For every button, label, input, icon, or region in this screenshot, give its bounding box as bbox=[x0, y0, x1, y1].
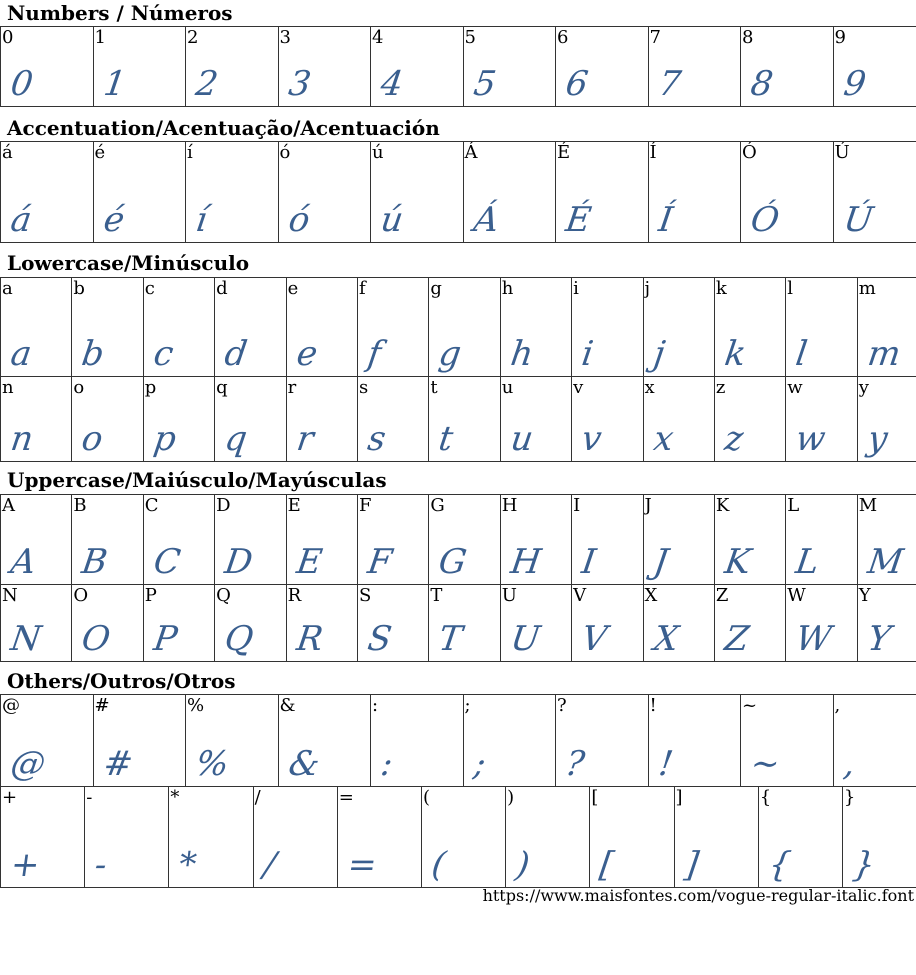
glyph-label: / bbox=[254, 787, 261, 808]
glyph-label: Q bbox=[216, 585, 231, 606]
glyph-label: @ bbox=[2, 695, 20, 716]
glyph-cell bbox=[186, 142, 279, 243]
glyph-label: i bbox=[573, 278, 579, 299]
glyph-sample: T bbox=[436, 619, 464, 659]
glyph-label: m bbox=[858, 278, 876, 299]
glyph-cell bbox=[278, 27, 371, 107]
glyph-sample: + bbox=[8, 845, 42, 885]
glyph-sample: ? bbox=[563, 744, 587, 784]
glyph-cell bbox=[186, 27, 279, 107]
glyph-cell bbox=[286, 495, 357, 585]
glyph-sample: I bbox=[579, 542, 598, 582]
glyph-cell bbox=[463, 695, 556, 787]
glyph-cell bbox=[556, 695, 649, 787]
glyph-label: d bbox=[216, 278, 228, 299]
glyph-sample: ú bbox=[378, 200, 405, 240]
glyph-label: r bbox=[287, 377, 297, 398]
glyph-sample: j bbox=[650, 334, 666, 374]
glyph-sample: Z bbox=[722, 619, 751, 659]
glyph-sample: E bbox=[293, 542, 324, 582]
glyph-label: 3 bbox=[279, 27, 291, 48]
glyph-cell bbox=[857, 585, 916, 662]
uppercase-grid bbox=[0, 494, 916, 662]
glyph-sample: O bbox=[79, 619, 113, 659]
glyph-label: 4 bbox=[372, 27, 384, 48]
glyph-sample: z bbox=[722, 419, 745, 459]
glyph-label: k bbox=[715, 278, 727, 299]
glyph-cell bbox=[857, 495, 916, 585]
glyph-cell bbox=[1, 142, 94, 243]
glyph-cell bbox=[648, 695, 741, 787]
glyph-sample: Q bbox=[222, 619, 255, 659]
glyph-label: I bbox=[573, 495, 581, 516]
glyph-cell bbox=[429, 278, 500, 377]
section-title-accents: Accentuation/Acentuação/Acentuación bbox=[7, 116, 440, 140]
glyph-label: í bbox=[187, 142, 193, 163]
glyph-sample: G bbox=[436, 542, 469, 582]
glyph-label: J bbox=[644, 495, 652, 516]
glyph-label: é bbox=[94, 142, 106, 163]
glyph-label: x bbox=[644, 377, 655, 398]
glyph-cell bbox=[572, 377, 643, 462]
glyph-sample: p bbox=[150, 419, 178, 459]
glyph-sample: & bbox=[285, 744, 321, 784]
glyph-sample: l bbox=[793, 334, 809, 374]
glyph-sample: ! bbox=[655, 744, 674, 784]
accents-grid bbox=[0, 141, 916, 243]
glyph-sample: í bbox=[193, 200, 209, 240]
glyph-cell bbox=[857, 278, 916, 377]
glyph-sample: Ó bbox=[748, 200, 781, 240]
glyph-label: 8 bbox=[742, 27, 754, 48]
glyph-label: : bbox=[372, 695, 379, 716]
glyph-label: T bbox=[430, 585, 443, 606]
glyph-sample: J bbox=[650, 542, 669, 582]
glyph-sample: s bbox=[365, 419, 388, 459]
glyph-label: % bbox=[187, 695, 205, 716]
glyph-cell bbox=[741, 695, 834, 787]
glyph-label: C bbox=[144, 495, 159, 516]
glyph-label: g bbox=[430, 278, 442, 299]
glyph-sample: 1 bbox=[100, 64, 127, 104]
glyph-cell bbox=[833, 695, 916, 787]
glyph-sample: 8 bbox=[748, 64, 775, 104]
glyph-sample: y bbox=[864, 419, 889, 459]
glyph-sample: w bbox=[793, 419, 828, 459]
others-grid-1 bbox=[0, 694, 916, 787]
glyph-cell bbox=[278, 695, 371, 787]
glyph-sample: 4 bbox=[378, 64, 405, 104]
glyph-label: X bbox=[644, 585, 658, 606]
glyph-cell bbox=[143, 377, 214, 462]
glyph-label: Y bbox=[858, 585, 871, 606]
glyph-cell bbox=[648, 142, 741, 243]
glyph-label: K bbox=[715, 495, 730, 516]
glyph-cell bbox=[143, 495, 214, 585]
glyph-label: ~ bbox=[742, 695, 758, 716]
glyph-sample: M bbox=[864, 542, 905, 582]
glyph-label: F bbox=[358, 495, 372, 516]
glyph-label: } bbox=[843, 787, 856, 808]
glyph-sample: } bbox=[850, 845, 877, 885]
glyph-cell bbox=[1, 27, 94, 107]
section-title-numbers: Numbers / Números bbox=[7, 1, 233, 25]
glyph-sample: 7 bbox=[655, 64, 682, 104]
glyph-cell bbox=[371, 695, 464, 787]
glyph-cell bbox=[786, 495, 857, 585]
glyph-cell bbox=[500, 585, 571, 662]
glyph-sample: h bbox=[507, 334, 535, 374]
glyph-row bbox=[1, 377, 916, 462]
glyph-label: a bbox=[2, 278, 13, 299]
glyph-sample: f bbox=[365, 334, 383, 374]
glyph-row bbox=[1, 142, 916, 243]
glyph-label: U bbox=[501, 585, 517, 606]
glyph-cell bbox=[506, 787, 590, 888]
glyph-label: W bbox=[787, 585, 806, 606]
glyph-label: e bbox=[287, 278, 299, 299]
glyph-label: á bbox=[2, 142, 13, 163]
glyph-cell bbox=[741, 27, 834, 107]
glyph-cell bbox=[572, 495, 643, 585]
glyph-cell bbox=[143, 585, 214, 662]
glyph-label: Á bbox=[464, 142, 478, 163]
glyph-label: É bbox=[557, 142, 571, 163]
glyph-label: h bbox=[501, 278, 514, 299]
glyph-sample: o bbox=[79, 419, 105, 459]
glyph-sample: # bbox=[100, 744, 134, 784]
glyph-label: s bbox=[358, 377, 369, 398]
glyph-sample: = bbox=[344, 845, 379, 885]
glyph-cell bbox=[169, 787, 253, 888]
glyph-sample: D bbox=[222, 542, 255, 582]
glyph-sample: á bbox=[8, 200, 34, 240]
glyph-sample: @ bbox=[8, 744, 47, 784]
glyph-label: b bbox=[73, 278, 85, 299]
glyph-sample: ; bbox=[470, 744, 487, 784]
glyph-cell bbox=[1, 495, 72, 585]
glyph-label: t bbox=[430, 377, 438, 398]
glyph-cell bbox=[741, 142, 834, 243]
glyph-label: ? bbox=[557, 695, 567, 716]
glyph-cell bbox=[1, 585, 72, 662]
glyph-cell bbox=[786, 278, 857, 377]
glyph-cell bbox=[500, 495, 571, 585]
glyph-cell bbox=[714, 585, 785, 662]
glyph-cell bbox=[357, 278, 428, 377]
glyph-cell bbox=[357, 495, 428, 585]
glyph-cell bbox=[463, 27, 556, 107]
glyph-label: 9 bbox=[834, 27, 846, 48]
glyph-cell bbox=[215, 377, 286, 462]
glyph-label: l bbox=[787, 278, 794, 299]
glyph-sample: 2 bbox=[193, 64, 220, 104]
glyph-sample: L bbox=[793, 542, 821, 582]
glyph-label: L bbox=[787, 495, 800, 516]
glyph-cell bbox=[786, 377, 857, 462]
glyph-label: o bbox=[73, 377, 85, 398]
glyph-cell bbox=[714, 495, 785, 585]
glyph-label: V bbox=[573, 585, 587, 606]
glyph-sample: F bbox=[365, 542, 394, 582]
glyph-label: w bbox=[787, 377, 803, 398]
glyph-sample: K bbox=[722, 542, 753, 582]
glyph-cell bbox=[286, 377, 357, 462]
glyph-cell bbox=[93, 142, 186, 243]
glyph-cell bbox=[286, 278, 357, 377]
glyph-sample: e bbox=[293, 334, 319, 374]
glyph-cell bbox=[421, 787, 505, 888]
glyph-cell bbox=[643, 495, 714, 585]
glyph-cell bbox=[72, 377, 143, 462]
glyph-cell bbox=[842, 787, 916, 888]
glyph-sample: Y bbox=[864, 619, 892, 659]
glyph-cell bbox=[643, 278, 714, 377]
glyph-sample: ] bbox=[681, 845, 700, 885]
glyph-sample: m bbox=[864, 334, 902, 374]
glyph-label: ó bbox=[279, 142, 291, 163]
glyph-label: A bbox=[2, 495, 15, 516]
glyph-label: 7 bbox=[649, 27, 661, 48]
glyph-label: G bbox=[430, 495, 445, 516]
glyph-label: Ú bbox=[834, 142, 850, 163]
glyph-sample: É bbox=[563, 200, 593, 240]
glyph-sample: H bbox=[507, 542, 543, 582]
glyph-sample: 0 bbox=[8, 64, 35, 104]
others-grid-2 bbox=[0, 786, 916, 888]
glyph-sample: Ú bbox=[840, 200, 874, 240]
glyph-cell bbox=[215, 585, 286, 662]
glyph-cell bbox=[93, 27, 186, 107]
glyph-row bbox=[1, 585, 916, 662]
glyph-cell bbox=[72, 278, 143, 377]
glyph-cell bbox=[357, 585, 428, 662]
glyph-row bbox=[1, 27, 916, 107]
glyph-label: 6 bbox=[557, 27, 569, 48]
lowercase-grid bbox=[0, 277, 916, 462]
glyph-sample: U bbox=[507, 619, 542, 659]
glyph-label: f bbox=[358, 278, 366, 299]
glyph-label: 1 bbox=[94, 27, 106, 48]
glyph-cell bbox=[556, 142, 649, 243]
section-title-others: Others/Outros/Otros bbox=[7, 669, 236, 693]
glyph-sample: q bbox=[222, 419, 249, 459]
glyph-label: 2 bbox=[187, 27, 199, 48]
glyph-sample: , bbox=[840, 744, 857, 784]
glyph-label: j bbox=[644, 278, 651, 299]
glyph-sample: X bbox=[650, 619, 680, 659]
glyph-label: v bbox=[573, 377, 584, 398]
glyph-sample: % bbox=[193, 744, 231, 784]
glyph-label: & bbox=[279, 695, 296, 716]
glyph-sample: t bbox=[436, 419, 455, 459]
glyph-label: P bbox=[144, 585, 157, 606]
glyph-sample: v bbox=[579, 419, 604, 459]
glyph-label: 0 bbox=[2, 27, 14, 48]
glyph-sample: d bbox=[222, 334, 249, 374]
glyph-sample: C bbox=[150, 542, 182, 582]
glyph-sample: Í bbox=[655, 200, 674, 240]
glyph-sample: a bbox=[8, 334, 34, 374]
glyph-cell bbox=[500, 377, 571, 462]
glyph-sample: / bbox=[260, 845, 277, 885]
glyph-sample: - bbox=[92, 845, 109, 885]
section-title-lowercase: Lowercase/Minúsculo bbox=[7, 251, 250, 275]
glyph-sample: b bbox=[79, 334, 106, 374]
glyph-cell bbox=[643, 377, 714, 462]
glyph-cell bbox=[429, 377, 500, 462]
glyph-sample: S bbox=[365, 619, 394, 659]
glyph-cell bbox=[643, 585, 714, 662]
glyph-cell bbox=[500, 278, 571, 377]
glyph-label: [ bbox=[591, 787, 599, 808]
glyph-label: c bbox=[144, 278, 155, 299]
glyph-sample: P bbox=[150, 619, 179, 659]
numbers-grid bbox=[0, 26, 916, 107]
glyph-cell bbox=[556, 27, 649, 107]
glyph-cell bbox=[357, 377, 428, 462]
glyph-cell bbox=[85, 787, 169, 888]
glyph-sample: k bbox=[722, 334, 748, 374]
glyph-cell bbox=[286, 585, 357, 662]
glyph-sample: B bbox=[79, 542, 110, 582]
glyph-label: Ó bbox=[742, 142, 757, 163]
glyph-sample: x bbox=[650, 419, 675, 459]
glyph-label: { bbox=[759, 787, 772, 808]
glyph-sample: : bbox=[378, 744, 395, 784]
glyph-sample: 3 bbox=[285, 64, 312, 104]
glyph-sample: W bbox=[793, 619, 834, 659]
glyph-sample: n bbox=[8, 419, 35, 459]
glyph-sample: c bbox=[150, 334, 175, 374]
glyph-cell bbox=[463, 142, 556, 243]
glyph-cell bbox=[429, 585, 500, 662]
glyph-sample: ( bbox=[429, 845, 448, 885]
glyph-sample: 9 bbox=[840, 64, 867, 104]
glyph-label: ; bbox=[464, 695, 471, 716]
glyph-sample: é bbox=[100, 200, 126, 240]
glyph-row bbox=[1, 278, 916, 377]
glyph-label: H bbox=[501, 495, 518, 516]
glyph-cell bbox=[337, 787, 421, 888]
glyph-cell bbox=[1, 695, 94, 787]
glyph-sample: g bbox=[436, 334, 463, 374]
glyph-label: D bbox=[216, 495, 231, 516]
glyph-sample: i bbox=[579, 334, 595, 374]
glyph-cell bbox=[786, 585, 857, 662]
glyph-cell bbox=[833, 142, 916, 243]
glyph-cell bbox=[590, 787, 674, 888]
glyph-label: ú bbox=[372, 142, 384, 163]
glyph-row bbox=[1, 787, 916, 888]
glyph-label: y bbox=[858, 377, 869, 398]
glyph-label: = bbox=[338, 787, 354, 808]
glyph-cell bbox=[857, 377, 916, 462]
glyph-cell bbox=[215, 278, 286, 377]
glyph-label: M bbox=[858, 495, 878, 516]
glyph-cell bbox=[72, 585, 143, 662]
glyph-cell bbox=[1, 787, 85, 888]
glyph-label: n bbox=[2, 377, 14, 398]
glyph-cell bbox=[1, 377, 72, 462]
glyph-sample: 5 bbox=[470, 64, 497, 104]
glyph-sample: 6 bbox=[563, 64, 590, 104]
glyph-label: - bbox=[86, 787, 93, 808]
glyph-cell bbox=[674, 787, 758, 888]
glyph-label: + bbox=[2, 787, 18, 808]
glyph-cell bbox=[215, 495, 286, 585]
glyph-cell bbox=[72, 495, 143, 585]
glyph-label: R bbox=[287, 585, 302, 606]
glyph-label: ( bbox=[422, 787, 430, 808]
glyph-label: Z bbox=[715, 585, 729, 606]
glyph-cell bbox=[371, 142, 464, 243]
glyph-label: , bbox=[834, 695, 841, 716]
glyph-cell bbox=[714, 377, 785, 462]
glyph-label: S bbox=[358, 585, 372, 606]
glyph-label: q bbox=[216, 377, 228, 398]
glyph-row bbox=[1, 495, 916, 585]
glyph-cell bbox=[253, 787, 337, 888]
glyph-label: N bbox=[2, 585, 18, 606]
glyph-cell bbox=[371, 27, 464, 107]
source-url[interactable]: https://www.maisfontes.com/vogue-regular-italic.font bbox=[482, 886, 914, 905]
glyph-label: ! bbox=[649, 695, 657, 716]
glyph-sample: r bbox=[293, 419, 315, 459]
glyph-sample: ~ bbox=[748, 744, 782, 784]
glyph-label: u bbox=[501, 377, 514, 398]
glyph-cell bbox=[572, 278, 643, 377]
glyph-label: p bbox=[144, 377, 157, 398]
glyph-label: ) bbox=[507, 787, 515, 808]
glyph-sample: * bbox=[176, 845, 199, 885]
glyph-label: * bbox=[170, 787, 180, 808]
glyph-cell bbox=[93, 695, 186, 787]
glyph-label: 5 bbox=[464, 27, 476, 48]
glyph-cell bbox=[143, 278, 214, 377]
glyph-label: E bbox=[287, 495, 301, 516]
glyph-sample: R bbox=[293, 619, 324, 659]
glyph-sample: V bbox=[579, 619, 609, 659]
glyph-cell bbox=[186, 695, 279, 787]
glyph-cell bbox=[714, 278, 785, 377]
glyph-sample: ) bbox=[513, 845, 532, 885]
glyph-label: Í bbox=[649, 142, 657, 163]
glyph-cell bbox=[572, 585, 643, 662]
glyph-sample: u bbox=[507, 419, 535, 459]
glyph-sample: [ bbox=[597, 845, 616, 885]
glyph-cell bbox=[1, 278, 72, 377]
section-title-uppercase: Uppercase/Maiúsculo/Mayúsculas bbox=[7, 468, 387, 492]
glyph-cell bbox=[833, 27, 916, 107]
glyph-label: ] bbox=[675, 787, 683, 808]
glyph-label: B bbox=[73, 495, 87, 516]
glyph-cell bbox=[429, 495, 500, 585]
glyph-sample: { bbox=[765, 845, 793, 885]
glyph-label: # bbox=[94, 695, 110, 716]
glyph-row bbox=[1, 695, 916, 787]
glyph-cell bbox=[278, 142, 371, 243]
glyph-label: O bbox=[73, 585, 89, 606]
glyph-cell bbox=[758, 787, 842, 888]
glyph-cell bbox=[648, 27, 741, 107]
glyph-sample: A bbox=[8, 542, 38, 582]
glyph-sample: Á bbox=[470, 200, 500, 240]
glyph-sample: N bbox=[8, 619, 43, 659]
glyph-sample: ó bbox=[285, 200, 311, 240]
glyph-label: z bbox=[715, 377, 726, 398]
